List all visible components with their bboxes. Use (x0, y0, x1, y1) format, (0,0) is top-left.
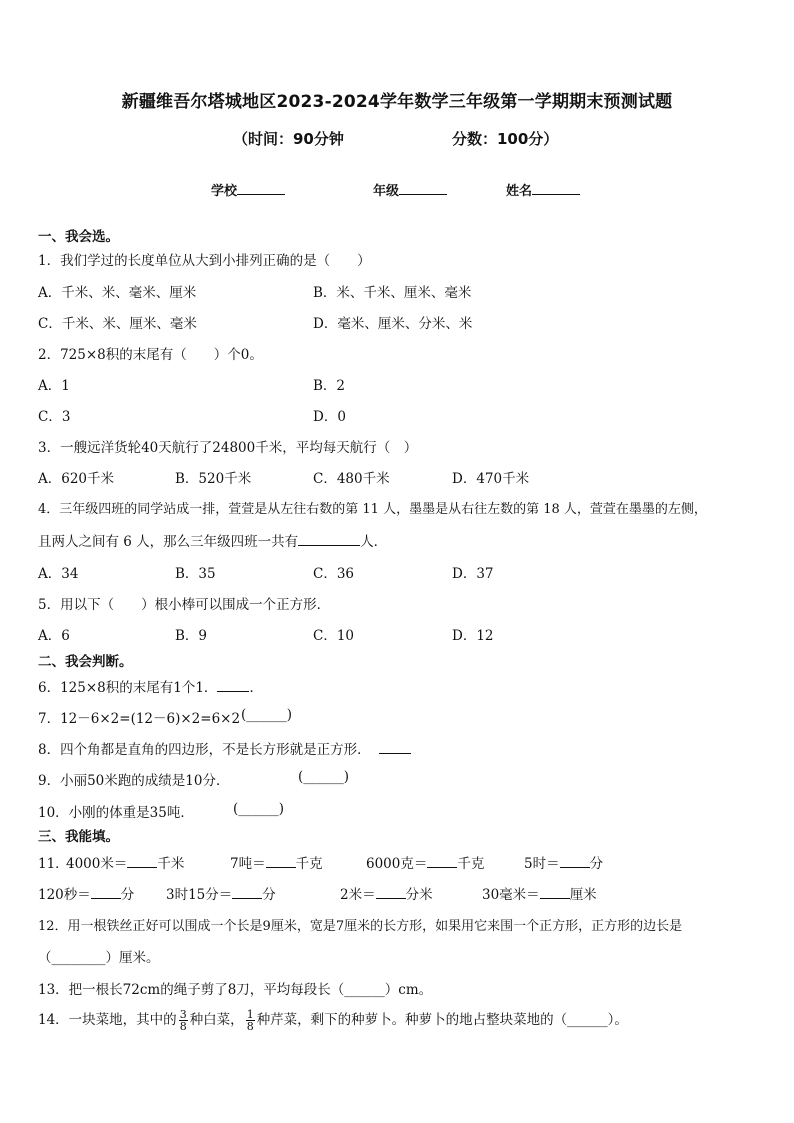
q11-label: 11． (38, 856, 69, 872)
q1-option-c[interactable]: C．千米、米、厘米、毫米 (38, 316, 197, 332)
q11-item-right: 千克 (457, 856, 485, 872)
q11-item-left: 30毫米＝ (482, 887, 540, 903)
q6-stem: 6．125×8积的末尾有1个1． (38, 680, 218, 696)
q14-fraction-1 (179, 1009, 188, 1032)
exam-score: 分数：100分） (452, 130, 559, 148)
school-blank[interactable] (237, 182, 285, 195)
q4-stem-b: 人． (360, 534, 388, 550)
q11-item (524, 852, 603, 872)
q11-item-blank[interactable] (540, 886, 570, 899)
q11-item-right: 分 (262, 887, 276, 903)
q5-option-a[interactable]: A．6 (38, 628, 70, 644)
q4-option-a[interactable]: A．34 (38, 566, 79, 582)
q5-option-d[interactable]: D．12 (452, 628, 494, 644)
q11-item-blank[interactable] (560, 855, 590, 868)
q11-item (482, 883, 597, 903)
q5-stem: 5．用以下（ ）根小棒可以围成一个正方形． (38, 597, 331, 613)
q4-option-b[interactable]: B．35 (175, 566, 216, 582)
q11-item-right: 千米 (157, 856, 185, 872)
q11-item-blank[interactable] (427, 855, 457, 868)
q12-stem-line2[interactable]: （________）厘米。 (38, 950, 160, 966)
q11-item-blank[interactable] (376, 886, 406, 899)
q14-stem (38, 1008, 628, 1032)
q11-item-left: 5时＝ (524, 856, 560, 872)
q11-item (166, 883, 276, 903)
name-label: 姓名 (506, 184, 533, 199)
q11-item-blank[interactable] (266, 855, 296, 868)
q4-stem-line2 (38, 530, 387, 550)
q11-item (66, 852, 184, 872)
q11-item (340, 883, 433, 903)
q13-stem[interactable]: 13．把一根长72cm的绳子剪了8刀，平均每段长（______）cm。 (38, 982, 433, 998)
q11-item-blank[interactable] (232, 886, 262, 899)
q11-item-blank[interactable] (127, 855, 157, 868)
q11-item-right: 分 (120, 887, 135, 903)
school-label: 学校 (211, 184, 238, 199)
section2-heading: 二、我会判断。 (38, 654, 133, 670)
grade-field (373, 180, 447, 199)
q11-item-right: 千克 (295, 856, 323, 872)
q11-item-right: 分 (589, 856, 604, 872)
q11-item-left: 4000米＝ (66, 856, 128, 872)
q6-end: ． (249, 680, 263, 696)
q3-option-a[interactable]: A．620千米 (38, 471, 115, 487)
q2-option-d[interactable]: D．0 (313, 409, 346, 425)
q10-answer-blank[interactable]: (______) (233, 801, 285, 817)
q14-fraction-2-numerator: 1 (246, 1008, 254, 1021)
q14-fraction-1-denominator: 8 (179, 1020, 187, 1033)
q9-answer-blank[interactable]: (______) (298, 769, 350, 785)
grade-label: 年级 (373, 184, 400, 199)
grade-blank[interactable] (399, 182, 447, 195)
q7-answer-blank[interactable]: (______) (241, 707, 293, 723)
q3-stem: 3．一艘远洋货轮40天航行了24800千米，平均每天航行（ ） (38, 440, 418, 456)
q8-answer-blank[interactable] (379, 741, 411, 754)
q2-option-b[interactable]: B．2 (313, 378, 346, 394)
q11-item (366, 852, 484, 872)
q7-stem: 7．12－6×2=(12－6)×2=6×2 (38, 711, 241, 727)
q8-stem: 8．四个角都是直角的四边形，不是长方形就是正方形． (38, 742, 371, 758)
q2-option-c[interactable]: C．3 (38, 409, 71, 425)
q3-option-d[interactable]: D．470千米 (452, 471, 530, 487)
q11-item (230, 852, 323, 872)
q4-stem-a: 且两人之间有 6 人，那么三年级四班一共有 (38, 534, 299, 550)
q14-text-a: 14．一块菜地，其中的 (38, 1012, 177, 1028)
q6-answer-blank[interactable] (217, 679, 249, 692)
q6-line (38, 676, 263, 696)
q3-option-b[interactable]: B．520千米 (175, 471, 252, 487)
q14-fraction-2 (246, 1009, 255, 1032)
q14-fraction-1-numerator: 3 (179, 1008, 187, 1021)
school-field (211, 180, 285, 199)
q5-option-b[interactable]: B．9 (175, 628, 208, 644)
q11-item-left: 120秒＝ (38, 887, 91, 903)
q11-item-right: 厘米 (569, 887, 597, 903)
q11-item-left: 6000克＝ (366, 856, 428, 872)
page-title: 新疆维吾尔塔城地区2023-2024学年数学三年级第一学期期末预测试题 (121, 92, 673, 112)
q11-item-left: 7吨＝ (230, 856, 266, 872)
q11-item-left: 3时15分＝ (166, 887, 233, 903)
q2-option-a[interactable]: A．1 (38, 378, 70, 394)
q10-stem: 10．小刚的体重是35吨． (38, 805, 194, 821)
q1-option-a[interactable]: A．千米、米、毫米、厘米 (38, 285, 197, 301)
q1-option-d[interactable]: D．毫米、厘米、分米、米 (313, 316, 473, 332)
q2-stem: 2．725×8积的末尾有（ ）个0。 (38, 347, 263, 363)
q14-text-b: 种白菜， (189, 1012, 244, 1028)
section1-heading: 一、我会选。 (38, 229, 119, 245)
name-field (506, 180, 580, 199)
q1-stem: 1．我们学过的长度单位从大到小排列正确的是（ ） (38, 253, 371, 269)
q4-answer-blank[interactable] (298, 533, 360, 546)
q11-item-left: 2米＝ (340, 887, 376, 903)
q8-line (38, 738, 411, 758)
q9-stem: 9．小丽50米跑的成绩是10分． (38, 773, 230, 789)
q14-text-c[interactable]: 种芹菜，剩下的种萝卜。种萝卜的地占整块菜地的（______）。 (256, 1012, 628, 1028)
q5-option-c[interactable]: C．10 (313, 628, 355, 644)
q1-option-b[interactable]: B．米、千米、厘米、毫米 (313, 285, 472, 301)
q11-item-blank[interactable] (91, 886, 121, 899)
q4-option-d[interactable]: D．37 (452, 566, 494, 582)
q4-option-c[interactable]: C．36 (313, 566, 355, 582)
q12-stem-line1: 12．用一根铁丝正好可以围成一个长是9厘米，宽是7厘米的长方形，如果用它来围一个正方形，正方形的边长是 (38, 919, 683, 934)
q11-item (38, 883, 134, 903)
q3-option-c[interactable]: C．480千米 (313, 471, 390, 487)
exam-time: （时间：90分钟 (233, 130, 344, 148)
section3-heading: 三、我能填。 (38, 829, 119, 845)
q14-fraction-2-denominator: 8 (246, 1020, 254, 1033)
q11-item-right: 分米 (405, 887, 433, 903)
q4-stem-line1: 4．三年级四班的同学站成一排，萱萱是从左往右数的第 11 人，墨墨是从右往左数的第 18 人，萱萱在墨墨的左侧， (38, 502, 707, 517)
name-blank[interactable] (532, 182, 580, 195)
